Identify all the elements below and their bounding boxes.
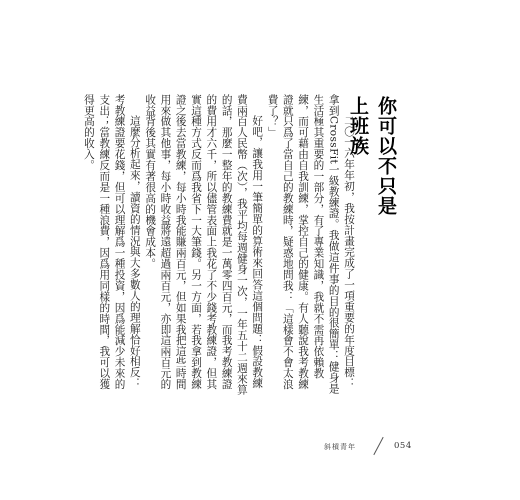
paragraph: 二〇一六年年初，我按計畫完成了一項重要的年度目標：拿到CrossFit一級教練證。我做這件事的目的很簡單：健身是生活極其重要的一部分，有了專業知識，我就不需再依賴教練，而可藉由自我訓練，掌控自己的健康。有人聽說我考教練證就只爲了當自己的教練時，疑惑地問我：「這樣會不會太浪費了？」 xyxy=(266,94,355,395)
paragraph: 這麼分析起來，讀資的情況與大多數人的理解恰好相反：考教練證要花錢，但可以理解爲一種投資，因爲能減少未來的支出；當教練反而是一種浪費，因爲用同樣的時間，我可以獲得更高的收入。 xyxy=(82,94,141,390)
page-number: 054 xyxy=(394,441,412,451)
footer-slash-divider xyxy=(373,437,383,455)
page-footer xyxy=(310,440,450,460)
paragraph: 好吧，讓我用一筆簡單的算術來回答這個問題：假設教練費兩百人民幣（次），我平均每週健身一次，一年五十二週來算的話，那麼一整年的教練費就是一萬零四百元，而我考教練證的費用才六千，所以儘管表面上我花了不少錢考教練證，但其實這種方式反而爲我省下一大筆錢。另一方面，若我拿到教練證之後去當教練，每小時我能賺兩百元，但如果我把這些時間用來做其他事，每小時收益將遠超過兩百元，亦即這兩百元的收益背後其實有著很高的機會成本。 xyxy=(144,94,264,396)
body-text xyxy=(82,94,356,396)
running-book-title: 斜槓青年 xyxy=(324,443,356,451)
chapter-title: 你可以不只是上班族 xyxy=(347,96,397,216)
